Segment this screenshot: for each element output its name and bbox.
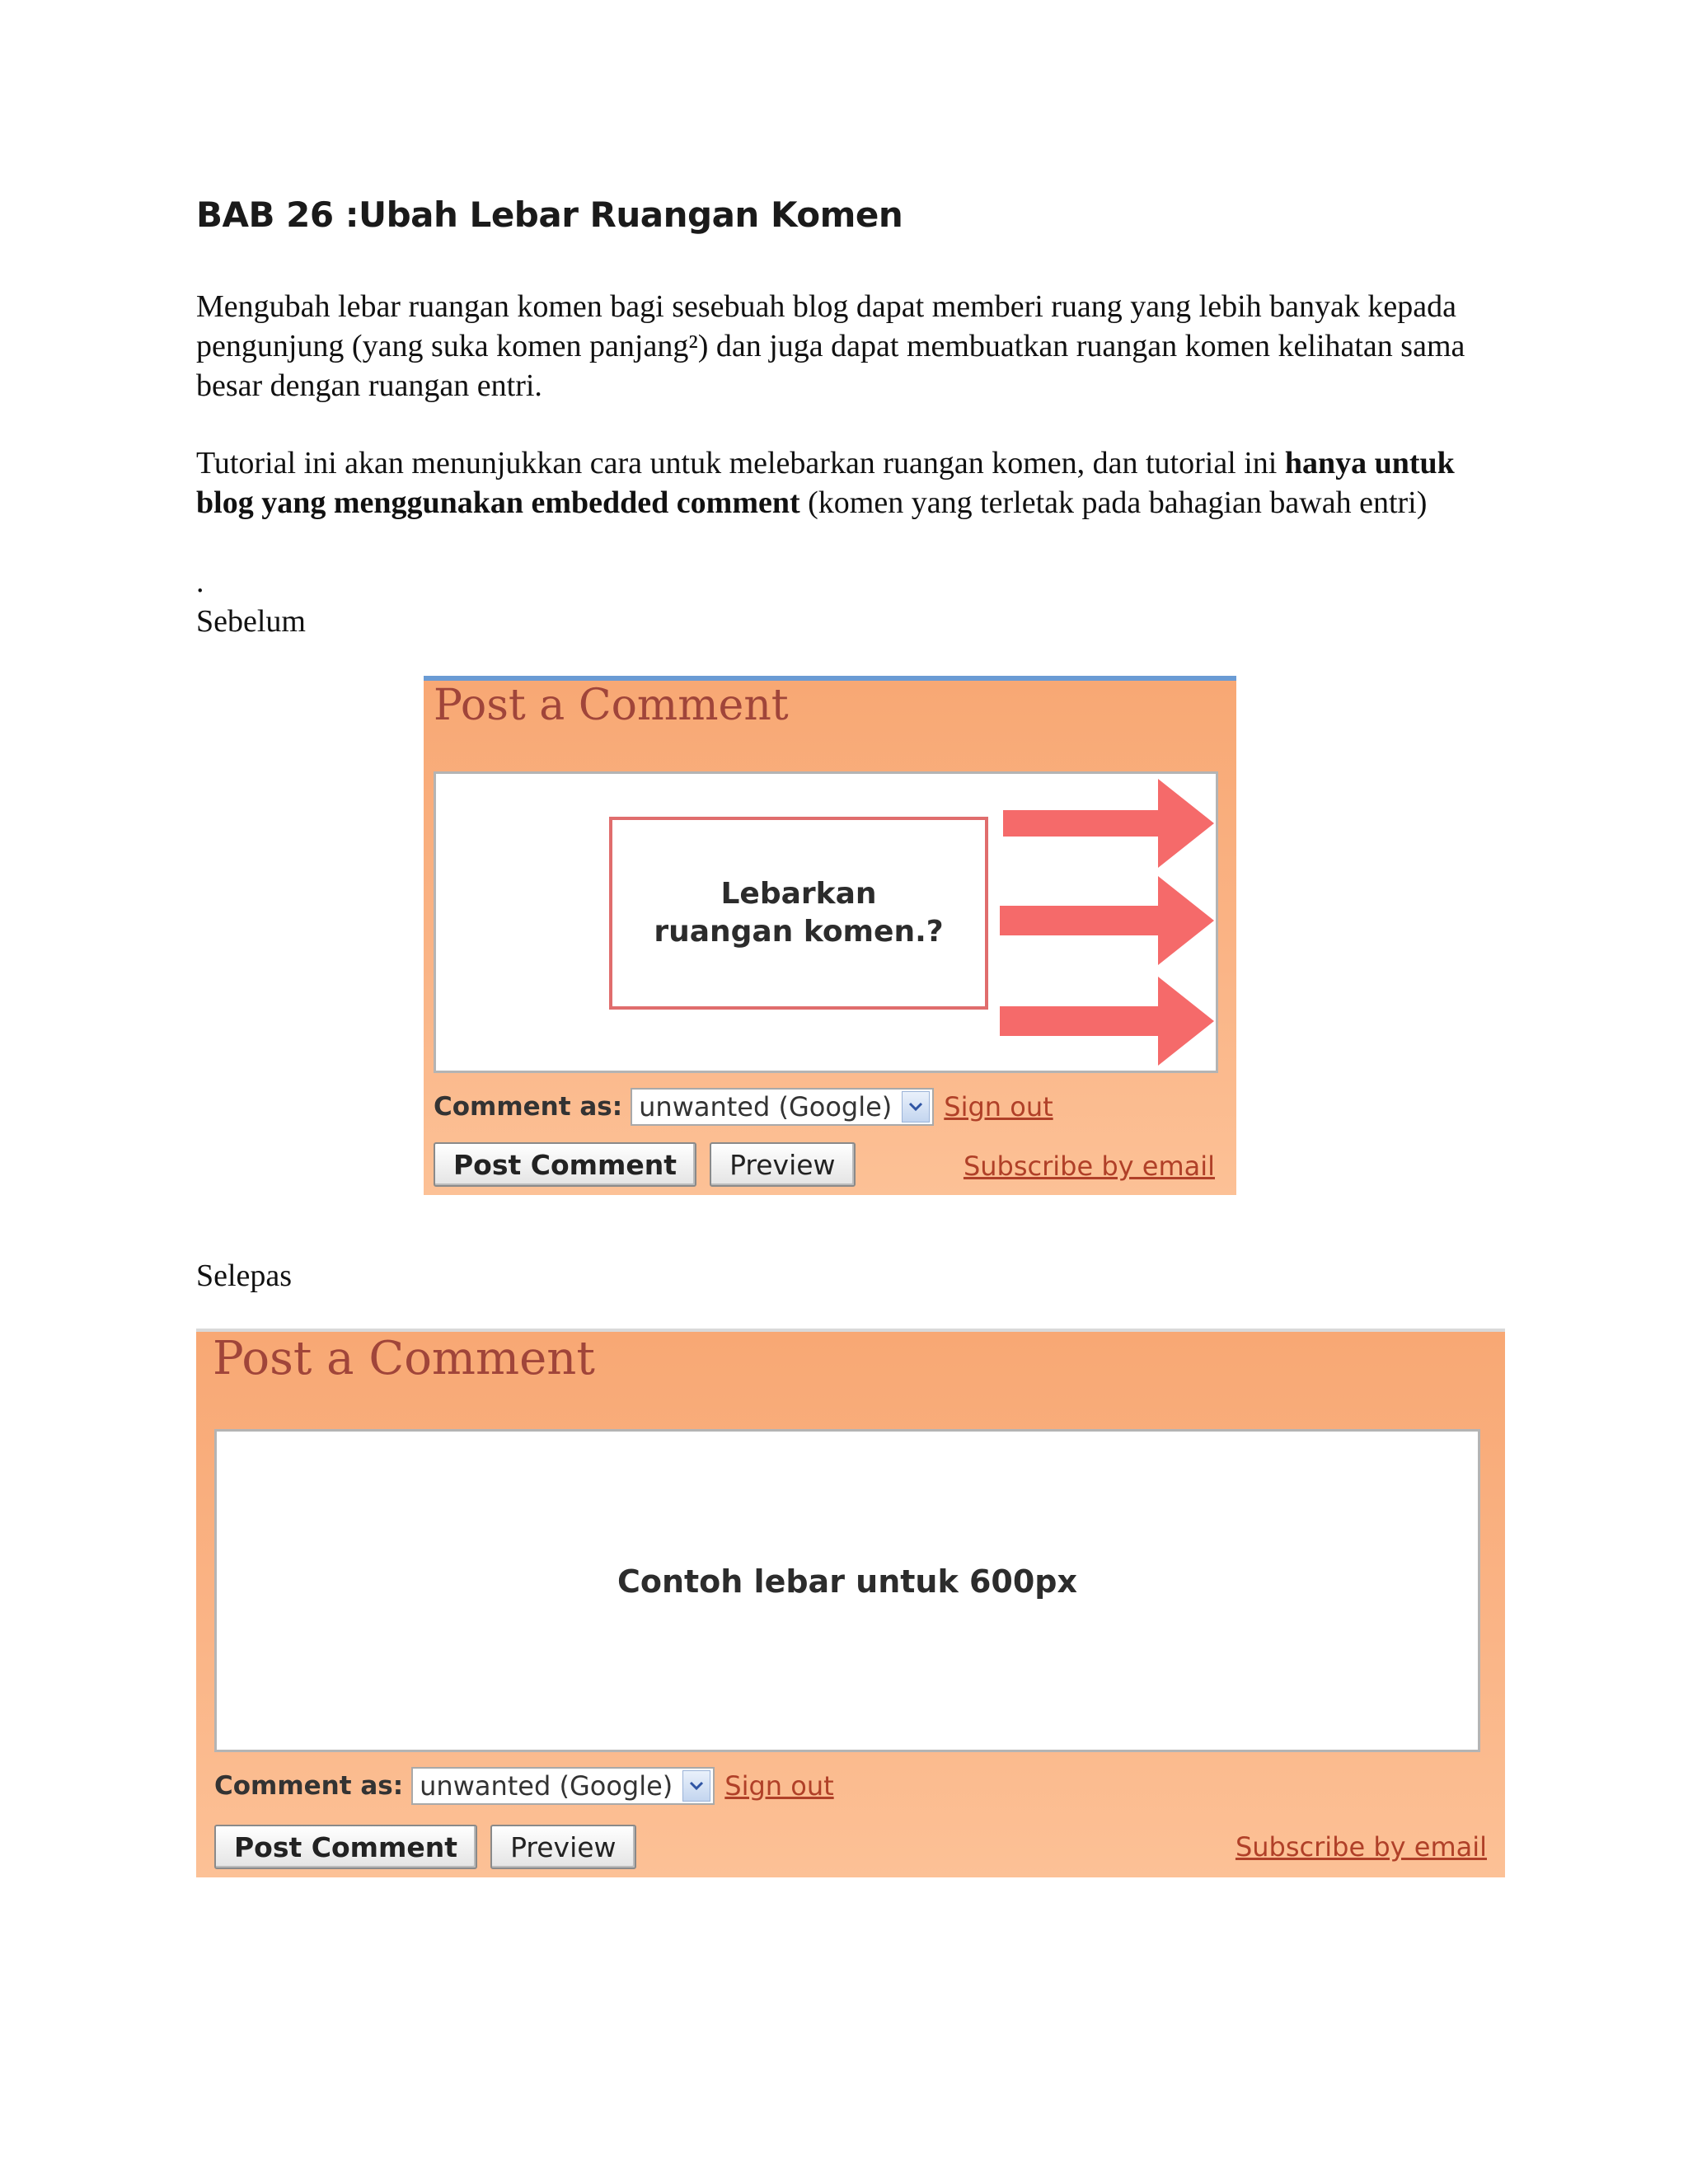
widen-arrows-icon: [996, 774, 1219, 1076]
chevron-down-icon[interactable]: [902, 1091, 930, 1122]
arrow-right-icon: [1000, 977, 1214, 1066]
preview-button[interactable]: Preview: [710, 1142, 855, 1187]
tutorial-paragraph: [196, 443, 1515, 523]
comment-as-label: Comment as:: [434, 1092, 623, 1122]
after-comment-textarea[interactable]: [214, 1429, 1480, 1752]
page-title: BAB 26 :Ubah Lebar Ruangan Komen: [196, 194, 903, 235]
account-select[interactable]: [631, 1088, 934, 1126]
post-comment-button[interactable]: Post Comment: [434, 1142, 696, 1187]
before-comment-textarea[interactable]: [434, 771, 1218, 1073]
before-comment-panel: [424, 676, 1236, 1195]
tutorial-text-part2: (komen yang terletak pada bahagian bawah entri): [799, 485, 1428, 520]
after-panel-heading: Post a Comment: [213, 1332, 595, 1385]
label-after: Selepas: [196, 1258, 293, 1293]
arrow-right-icon: [1003, 779, 1214, 868]
account-select-value: unwanted (Google): [420, 1770, 673, 1802]
post-comment-button[interactable]: Post Comment: [214, 1825, 477, 1869]
before-panel-heading: Post a Comment: [434, 681, 789, 730]
chevron-down-icon[interactable]: [682, 1770, 710, 1802]
intro-paragraph: Mengubah lebar ruangan komen bagi sesebuah blog dapat memberi ruang yang lebih banyak kepada pengunjung (yang suka komen panjang²) dan juga dapat membuatkan ruangan komen kelihatan sama besar dengan ruangan entri.: [196, 289, 1465, 403]
tutorial-text-bold: hanya untuk blog yang menggunakan embedded comment: [196, 446, 1455, 520]
arrow-right-icon: [1000, 876, 1214, 965]
callout-box: [609, 817, 988, 1010]
before-button-row: [434, 1142, 869, 1187]
after-comment-panel: [196, 1329, 1505, 1877]
subscribe-by-email-link[interactable]: Subscribe by email: [1235, 1831, 1487, 1863]
after-comment-as-row: [214, 1767, 834, 1805]
before-comment-as-row: [434, 1088, 1053, 1126]
sign-out-link[interactable]: Sign out: [724, 1770, 834, 1802]
preview-button[interactable]: Preview: [490, 1825, 635, 1869]
comment-as-label: Comment as:: [214, 1771, 404, 1801]
callout-text: Lebarkan ruangan komen.?: [654, 877, 944, 949]
sample-width-text: Contoh lebar untuk 600px: [617, 1563, 1078, 1600]
after-button-row: [214, 1825, 649, 1869]
subscribe-by-email-link[interactable]: Subscribe by email: [963, 1151, 1215, 1182]
label-before: Sebelum: [196, 604, 306, 639]
tutorial-text-part1: Tutorial ini akan menunjukkan cara untuk melebarkan ruangan komen, dan tutorial ini: [196, 446, 1285, 480]
separator-dot: .: [196, 565, 204, 599]
sign-out-link[interactable]: Sign out: [944, 1091, 1053, 1122]
account-select[interactable]: [411, 1767, 715, 1805]
account-select-value: unwanted (Google): [639, 1091, 893, 1122]
